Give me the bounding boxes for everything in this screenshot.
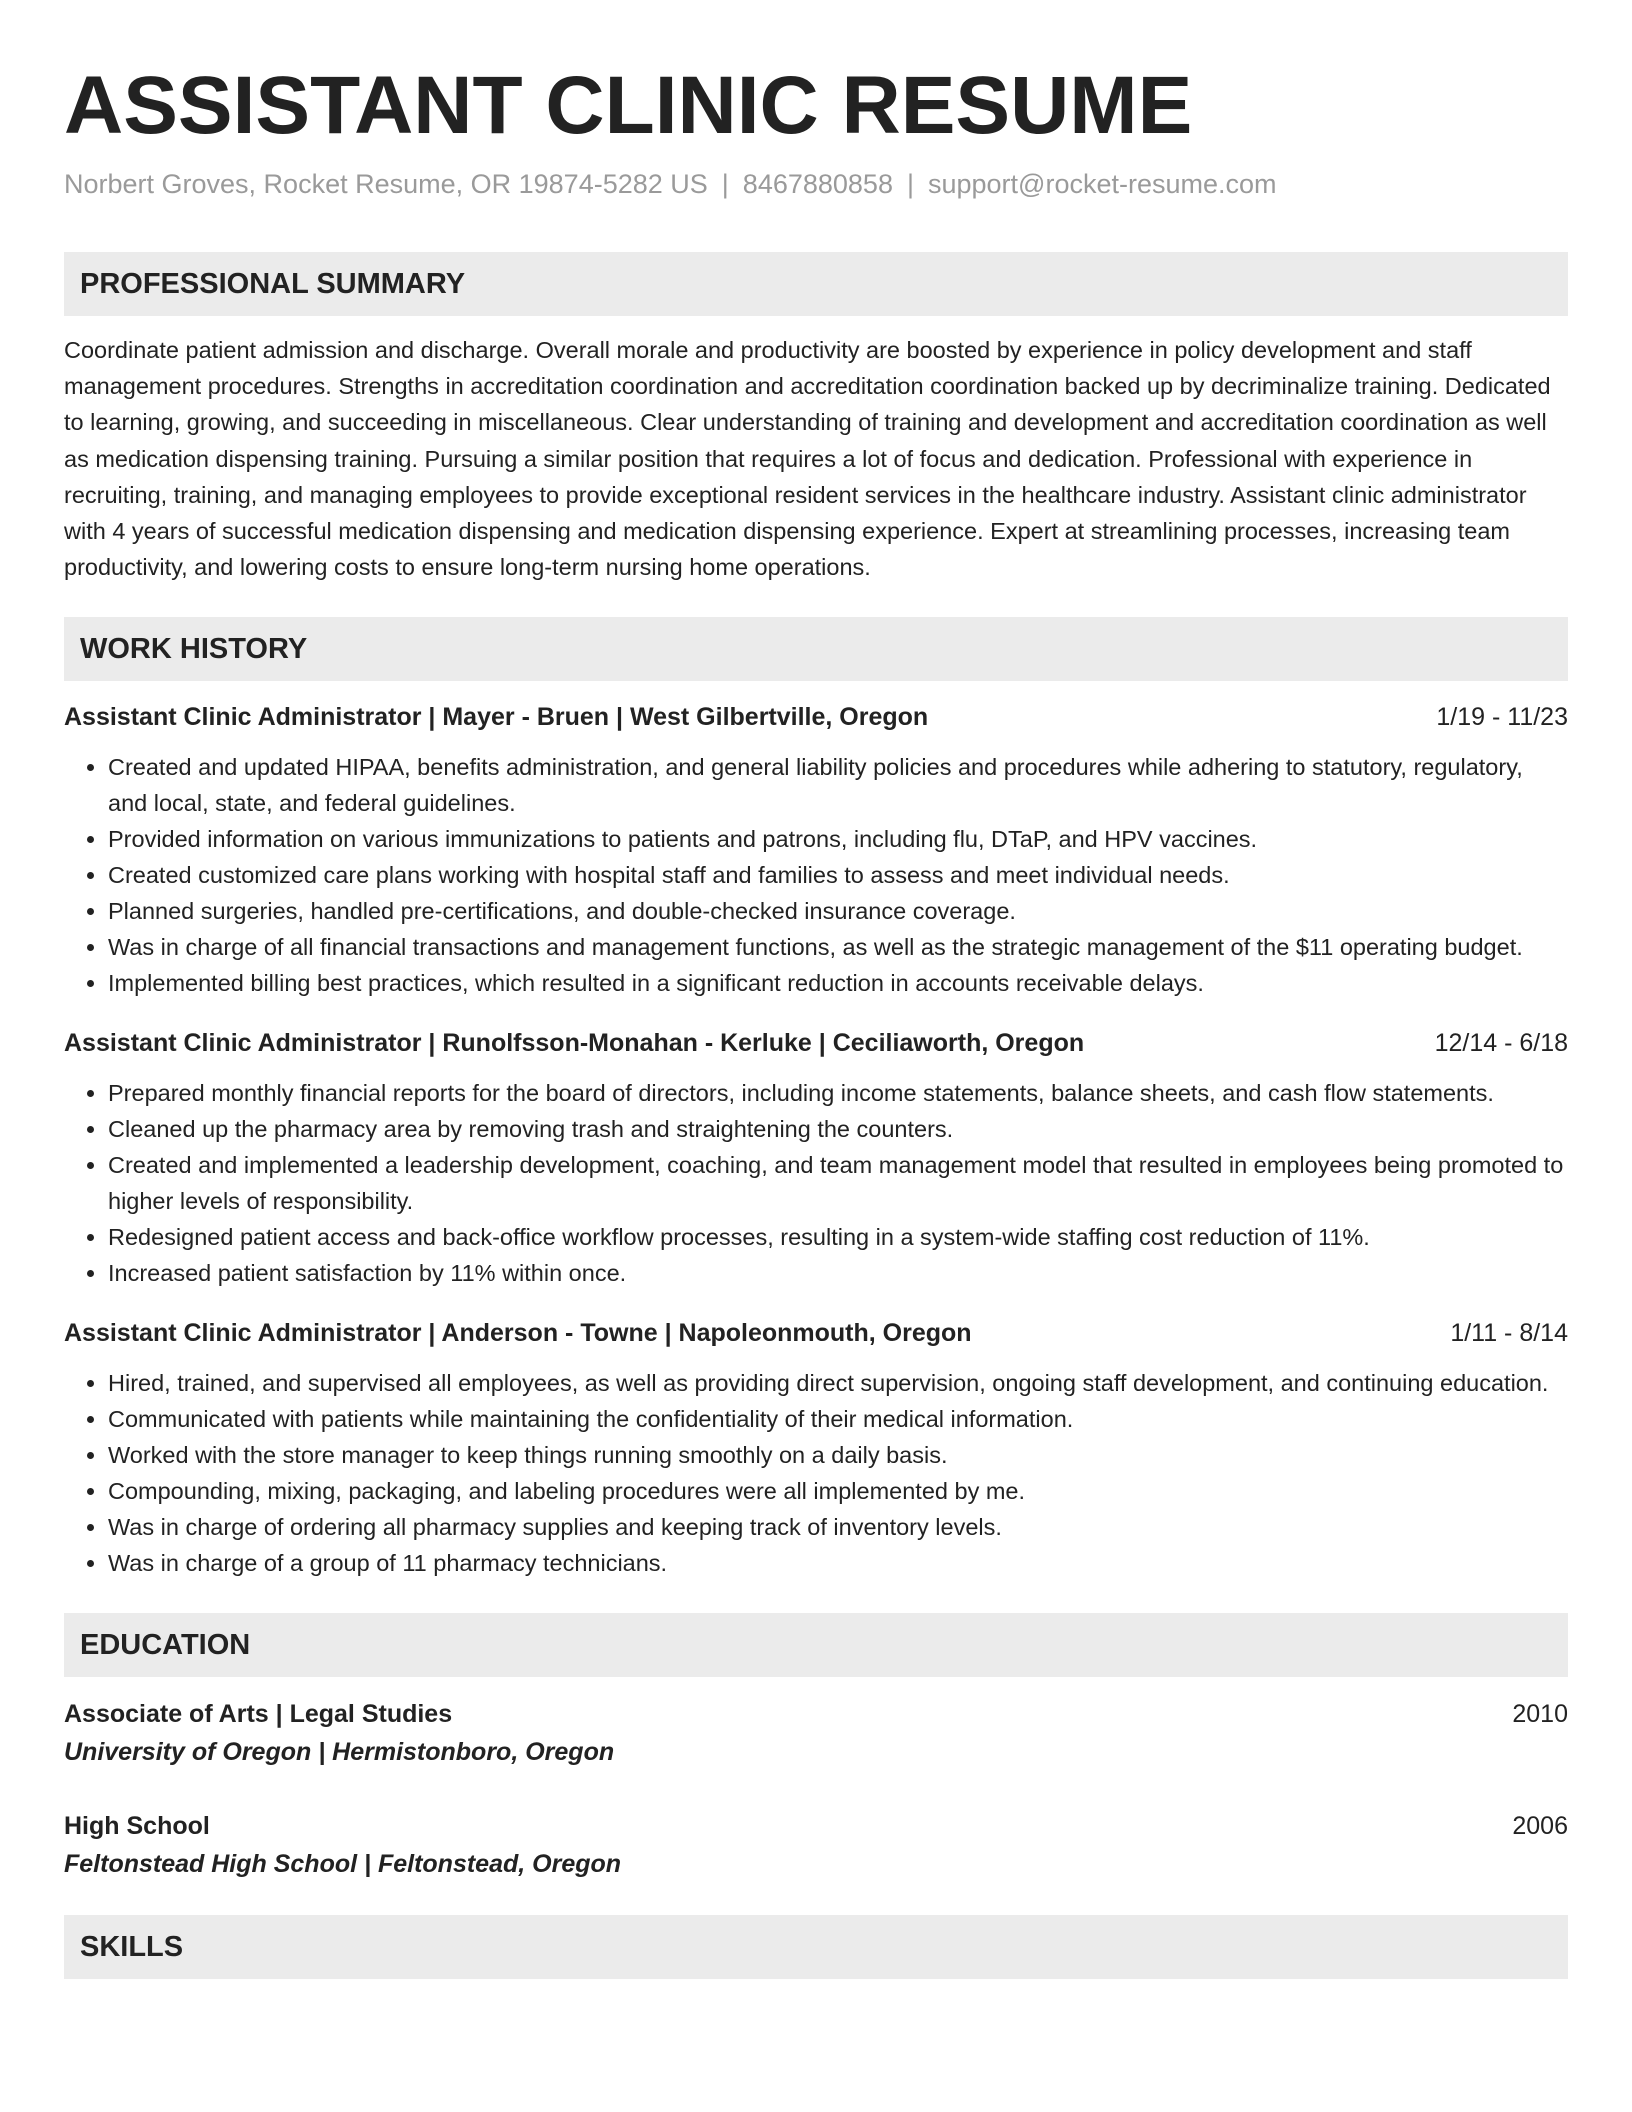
education-header	[64, 1695, 1568, 1733]
job-bullet: • Compounding, mixing, packaging, and labeling procedures were all implemented by me.	[108, 1473, 1568, 1509]
job-bullet: • Planned surgeries, handled pre-certifications, and double-checked insurance coverage.	[108, 893, 1568, 929]
job-bullet: • Created and implemented a leadership development, coaching, and team management model that resulted in employees being promoted to higher levels of responsibility.	[108, 1147, 1568, 1219]
job-bullet: • Increased patient satisfaction by 11% within once.	[108, 1255, 1568, 1291]
education-entry	[64, 1807, 1568, 1883]
contact-email: support@rocket-resume.com	[927, 169, 1277, 199]
resume-title: ASSISTANT CLINIC RESUME	[64, 60, 1193, 151]
job-bullets	[64, 749, 1568, 1001]
education-entry	[64, 1695, 1568, 1771]
job-title: Assistant Clinic Administrator | Anderson - Towne | Napoleonmouth, Oregon	[64, 1319, 972, 1348]
job-entry	[64, 1315, 1568, 1581]
education-year: 2006	[1512, 1812, 1568, 1841]
job-bullets	[64, 1075, 1568, 1291]
job-bullet: • Worked with the store manager to keep things running smoothly on a daily basis.	[108, 1437, 1568, 1473]
summary-text: Coordinate patient admission and discharge. Overall morale and productivity are boosted by experience in policy development and staff management procedures. Strengths in accreditation coordination and accreditation coordination backed up by decriminalize training. Dedicated to learning, growing, and succeeding in miscellaneous. Clear understanding of training and development and accreditation coordination as well as medication dispensing training. Pursuing a similar position that requires a lot of focus and dedication. Professional with experience in recruiting, training, and managing employees to provide exceptional resident services in the healthcare industry. Assistant clinic administrator with 4 years of successful medication dispensing and medication dispensing experience. Expert at streamlining processes, increasing team productivity, and lowering costs to ensure long-term nursing home operations.	[64, 337, 1551, 581]
job-entry	[64, 699, 1568, 1001]
contact-separator: |	[906, 169, 914, 199]
job-bullet: • Provided information on various immunizations to patients and patrons, including flu, DTaP, and HPV vaccines.	[108, 821, 1568, 857]
education-degree: Associate of Arts | Legal Studies	[64, 1700, 453, 1729]
job-bullet: • Redesigned patient access and back-office workflow processes, resulting in a system-wide staffing cost reduction of 11%.	[108, 1219, 1568, 1255]
education-school: Feltonstead High School | Feltonstead, Oregon	[64, 1850, 622, 1879]
job-title: Assistant Clinic Administrator | Runolfsson-Monahan - Kerluke | Ceciliaworth, Oregon	[64, 1029, 1085, 1058]
section-header-summary: PROFESSIONAL SUMMARY	[64, 252, 1568, 316]
job-bullets	[64, 1365, 1568, 1581]
contact-line	[64, 166, 1568, 202]
contact-phone: 8467880858	[742, 169, 893, 199]
job-dates: 12/14 - 6/18	[1434, 1029, 1568, 1058]
job-header	[64, 1315, 1568, 1351]
education-school: University of Oregon | Hermistonboro, Oregon	[64, 1738, 615, 1767]
job-bullet: • Created customized care plans working with hospital staff and families to assess and meet individual needs.	[108, 857, 1568, 893]
job-bullet: • Prepared monthly financial reports for the board of directors, including income statements, balance sheets, and cash flow statements.	[108, 1075, 1568, 1111]
contact-separator: |	[721, 169, 729, 199]
job-entry	[64, 1025, 1568, 1291]
section-header-work-history: WORK HISTORY	[64, 617, 1568, 681]
section-header-education: EDUCATION	[64, 1613, 1568, 1677]
job-dates: 1/11 - 8/14	[1450, 1319, 1568, 1348]
job-title: Assistant Clinic Administrator | Mayer - Bruen | West Gilbertville, Oregon	[64, 703, 929, 732]
job-header	[64, 1025, 1568, 1061]
job-bullet: • Cleaned up the pharmacy area by removing trash and straightening the counters.	[108, 1111, 1568, 1147]
job-dates: 1/19 - 11/23	[1436, 703, 1568, 732]
job-bullet: • Was in charge of a group of 11 pharmacy technicians.	[108, 1545, 1568, 1581]
section-header-skills: SKILLS	[64, 1915, 1568, 1979]
job-bullet: • Was in charge of all financial transactions and management functions, as well as the strategic management of the $11 operating budget.	[108, 929, 1568, 965]
job-bullet: • Communicated with patients while maintaining the confidentiality of their medical information.	[108, 1401, 1568, 1437]
job-bullet: • Was in charge of ordering all pharmacy supplies and keeping track of inventory levels.	[108, 1509, 1568, 1545]
job-bullet: • Created and updated HIPAA, benefits administration, and general liability policies and procedures while adhering to statutory, regulatory, and local, state, and federal guidelines.	[108, 749, 1568, 821]
education-year: 2010	[1512, 1700, 1568, 1729]
education-header	[64, 1807, 1568, 1845]
job-bullet: • Implemented billing best practices, which resulted in a significant reduction in accounts receivable delays.	[108, 965, 1568, 1001]
contact-address: Norbert Groves, Rocket Resume, OR 19874-5282 US	[64, 169, 708, 199]
job-header	[64, 699, 1568, 735]
education-degree: High School	[64, 1812, 210, 1841]
job-bullet: • Hired, trained, and supervised all employees, as well as providing direct supervision, ongoing staff development, and continuing education.	[108, 1365, 1568, 1401]
